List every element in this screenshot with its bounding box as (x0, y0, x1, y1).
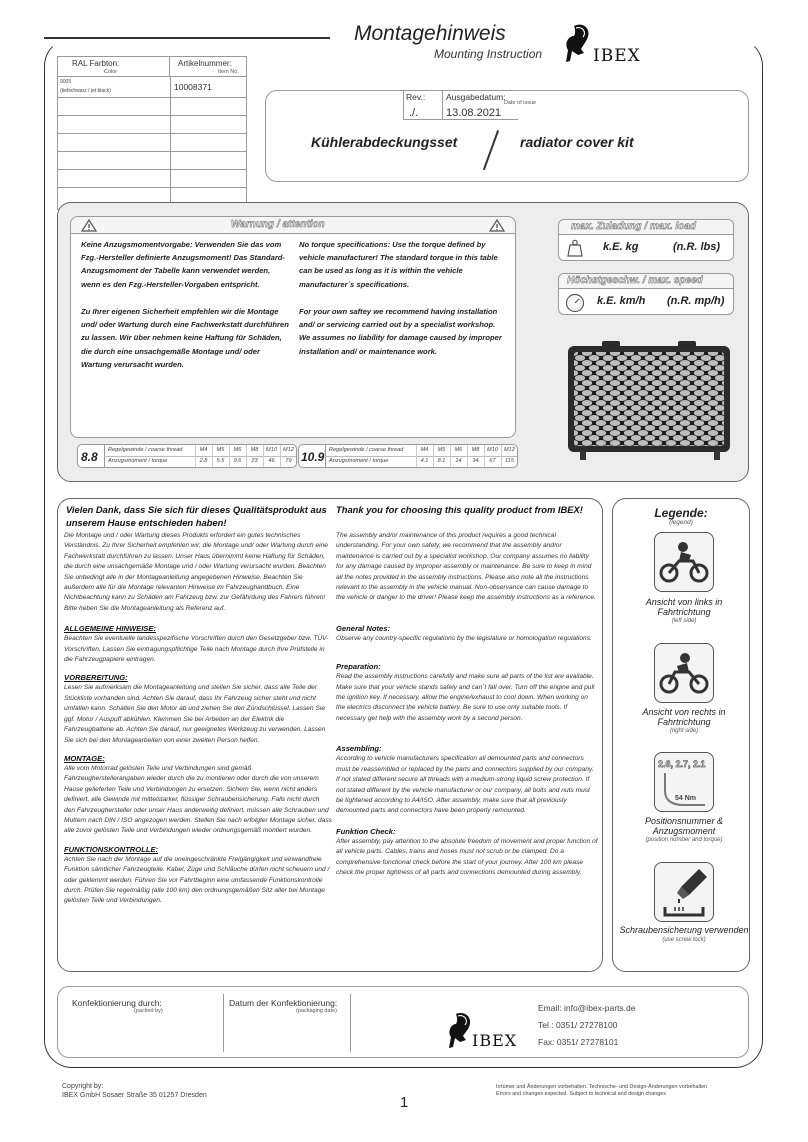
body-en: The assembly and/or maintenance of this product requires a good technical understanding. For your own safety, we recommend that the assembly and/or maintenance is carried out by a specialist workshop. Our company assumes no liability for any damage caused by improper assembly or maintenance. Be sure to keep in mind all the notes provided in the assembly instructions. Please also note all the instructions relevant to the assembly in the vehicle manual. Non-observance can cause damage to the vehicle or danger to the driver! Please keep the assembly instructions as a reference. (336, 532, 596, 602)
motorcycle-left-icon (655, 533, 713, 591)
header-title: Montagehinweis (354, 22, 506, 45)
ral-article-table (57, 56, 247, 210)
load-box (558, 219, 734, 261)
thread-size-88-5: M12 (283, 447, 294, 453)
warning-de-p1: Keine Anzugsmomentvorgabe: Verwenden Sie das vom Fzg.-Hersteller definierte Anzugsmoment! Das Standard-Anzugsmoment der Tabelle kann verwendet werden, wenn es den Fzg.-Hersteller-Vorgaben entspricht. (81, 240, 285, 289)
torque-col-divider (484, 445, 485, 467)
speedometer-icon (565, 293, 585, 313)
contact-fax: Fax: 0351/ 27278101 (538, 1037, 619, 1047)
footer-logo-text: IBEX (472, 1031, 518, 1050)
speed-box (558, 273, 734, 315)
torque-col-divider (212, 445, 213, 467)
grade-109: 10.9 (301, 450, 325, 464)
sec-de-0-text: Beachten Sie eventuelle landesspezifische Vorschriften durch den Gesetzgeber bzw. TÜV-Vorschriften. Lassen Sie eintragungspflichtige Teile nach Montage durch Ihre Prüfstelle in die Fahrzeugpapiere eintragen. (64, 635, 329, 664)
sec-de-2-title: MONTAGE: (64, 753, 105, 763)
thread-size-109-5: M12 (504, 447, 515, 453)
warning-triangle-icon (81, 219, 97, 232)
torque-value-88-2: 9.6 (233, 458, 242, 464)
torque-col-divider (280, 445, 281, 467)
footer-logo (444, 1012, 520, 1054)
torque-col-divider (246, 445, 247, 467)
sec-de-1-title: VORBEREITUNG: (64, 673, 128, 683)
legend-box-left (654, 532, 714, 592)
torque-value-88-3: 23 (251, 458, 258, 464)
copyright-company: IBEX GmbH Sosaer Straße 35 01257 Dresden (62, 1092, 207, 1099)
date-sub: Date of issue (504, 100, 537, 106)
col-en (336, 531, 598, 878)
article-sub: Item No. (218, 69, 239, 75)
speed-value-de: k.E. km/h (597, 295, 646, 307)
product-name-en: radiator cover kit (520, 134, 634, 150)
copyright-label: Copyright by: (62, 1083, 104, 1090)
product-image (566, 338, 732, 462)
sec-de-0-title: ALLGEMEINE HINWEISE: (64, 624, 156, 634)
legend-item-2-sub: (position number and torque) (645, 837, 723, 843)
footer-divider (350, 994, 351, 1052)
warning-titlebar (71, 217, 515, 234)
ral-sub: Color (104, 69, 118, 75)
product-box (265, 90, 749, 182)
torque-value-88-5: 79 (285, 458, 292, 464)
body-de: Die Montage und / oder Wartung dieses Produkts erfordert ein gutes technisches Verständnis. Zu Ihrer Sicherheit empfehlen wir, die Montage und/ oder Wartung durch eine Fachwerkstatt durchführen zu lassen. Unser Haus übernimmt keine Haftung für Schäden, die durch eine unsachgemäße Montage und / oder Wartung verursacht wurden. Beachten Sie unbedingt alle in der Montageanleitung angegebenen Hinweise. Beachten Sie außerdem alle für die Montage relevanten Hinweise im Fahrzeughandbuch. Eine Nichtbeachtung kann zu Schäden am Fahrzeug bzw. zur Gefährdung des Fahrers führen! Bitte heben Sie die Montageanleitung als Referenz auf. (64, 532, 328, 612)
disclaimer-en: Errors and changes expected. Subject to technical and design changes (496, 1091, 666, 1097)
legend-title: Legende: (654, 506, 708, 520)
ral-header (58, 57, 170, 77)
motorcycle-right-icon (655, 644, 713, 702)
legend-item-3 (618, 926, 750, 945)
article-header (170, 57, 246, 77)
thread-size-88-1: M5 (216, 447, 225, 453)
legend-item-3-label: Schraubensicherung verwenden (619, 925, 749, 935)
legend-subtitle: (legend) (669, 519, 693, 526)
legend-item-0 (618, 598, 750, 627)
warning-title: Warnung / attention (231, 219, 325, 230)
row2-label-109: Anzugsmoment / torque (329, 458, 389, 464)
torque-value-88-1: 5.5 (216, 458, 225, 464)
torque-col-divider (195, 445, 196, 467)
torque-value-109-5: 115 (505, 458, 514, 464)
thread-size-88-0: M4 (199, 447, 208, 453)
sec-en-3-title: Funktion Check: (336, 826, 396, 836)
packing-date-field (224, 994, 350, 1052)
packed-by-sub: (packed by) (134, 1008, 163, 1014)
sec-de-3-text: Achten Sie nach der Montage auf die uneingeschränkte Freigängigkeit und einwandfreie Funktion sämtlicher Fahrzeugteile. Kabel, Züge und Schläuche dürfen nicht scheuern und / oder geklemmt werden. Führen Sie vor Fahrtbeginn eine umfassende Funktionskontrolle durch. Prüfen Sie regelmäßig (alle 100 km) den ordnungsgemäßen Sitz aller bei Montage gelösten Teile und Verbindungen. (64, 855, 330, 905)
thread-size-88-3: M8 (250, 447, 259, 453)
warning-de-p2: Zu Ihrer eigenen Sicherheit empfehlen wir die Montage und/ oder Wartung durch eine Fachwerkstatt durchführen zu lassen. Wir über nehmen keine Haftung für Schäden, die durch eine unsachgemäße Montage und/ oder Wartung verursacht wurden. (81, 307, 289, 369)
legend-item-1 (618, 708, 750, 737)
sec-en-3-text: After assembly, pay attention to the absolute freedom of movement and proper function of all vehicle parts. Cables, trains and hoses must not scrub or be clamped. Do a comprehensive functional check before the start of your journey. After 100 km please check the proper tightness of all parts and connections demounted during assembly. (336, 837, 598, 876)
ral-value-name: (tiefschwarz / jet black) (60, 88, 111, 94)
grade-88: 8.8 (81, 450, 98, 464)
thread-size-109-1: M5 (437, 447, 446, 453)
legend-item-0-label: Ansicht von links in Fahrtrichtung (645, 597, 723, 617)
torque-value-109-2: 14 (455, 458, 462, 464)
product-name-de: Kühlerabdeckungsset (311, 134, 458, 150)
rev-label: Rev.: (406, 92, 426, 102)
torque-value-88-4: 46 (268, 458, 275, 464)
legend-item-2-label: Positionsnummer & Anzugsmoment (644, 816, 724, 836)
logo-text: IBEX (593, 46, 641, 66)
load-value-en: (n.R. lbs) (673, 241, 721, 253)
torque-example: 54 Nm (675, 795, 697, 802)
warning-triangle-icon-right (489, 219, 505, 232)
sec-en-1-title: Preparation: (336, 662, 381, 672)
legend-item-2 (618, 817, 750, 846)
torque-col-divider (501, 445, 502, 467)
torque-value-109-1: 8.1 (437, 458, 446, 464)
thanks-de: Vielen Dank, dass Sie sich für dieses Qualitätsprodukt aus unserem Hause entschieden haben! (66, 504, 327, 528)
legend-item-3-sub: (use screw lock) (662, 936, 706, 943)
warning-en-p2: For your own saftey we recommend having installation and/ or servicing carried out by a specialist workshop. We assumes no liability for damage caused by improper installation and/ or maintenance work. (299, 307, 502, 356)
torque-value-109-4: 67 (489, 458, 496, 464)
torque-table-109 (298, 444, 518, 468)
disclaimer-de: Irrtümer und Änderungen vorbehalten. Technische- und Design-Änderungen vorbehalten (496, 1084, 708, 1090)
article-value: 10008371 (174, 82, 212, 92)
thread-size-109-3: M8 (471, 447, 480, 453)
torque-col-divider (433, 445, 434, 467)
legend-box-right (654, 643, 714, 703)
thread-size-88-4: M10 (266, 447, 277, 453)
sec-en-2-title: Assembling: (336, 744, 382, 754)
torque-arc-icon (661, 771, 709, 809)
article-label: Artikelnummer: (178, 59, 232, 68)
torque-value-109-3: 34 (472, 458, 479, 464)
load-title: max. Zuladung / max. load (571, 221, 697, 232)
rev-value: ./. (409, 107, 419, 119)
speed-title: Höchstgeschw. / max. speed (567, 275, 703, 286)
screw-lock-icon (655, 863, 713, 921)
ral-label: RAL Farbton: (72, 59, 120, 68)
warning-en-p1: No torque specifications: Use the torque defined by vehicle manufacturer! The standard torque in this table can be used as long as it is within the vehicle manufacturer´s specifications. (299, 240, 498, 289)
torque-col-divider (416, 445, 417, 467)
packed-by-field (64, 994, 224, 1052)
sec-de-2-text: Alle vom Motorrad gelösten Teile und Verbindungen sind gemäß Fahrzeugherstellerangaben wieder durch die zu montieren oder durch die von unserem Hause gelieferten Teile und Verbindungen zu ersetzen. Sichern Sie, wenn nicht anders definiert, alle Gewinde mit mittelstarker, flüssiger Schraubensicherung. Falls nicht durch den Fahrzeughersteller oder unser Haus anderweitig definiert, müssen alle Schrauben und Muttern nach DIN / ISO angezogen werden. Stellen Sie nach erfolgter Montage sicher, dass alle zuvor gelösten Teile und Verbindungen wieder ordnungsgemäß montiert wurden. (64, 764, 332, 835)
thanks-en: Thank you for choosing this quality product from IBEX! (336, 504, 583, 515)
legend-item-1-label: Ansicht von rechts in Fahrtrichtung (642, 707, 726, 727)
header-subtitle: Mounting Instruction (434, 47, 543, 61)
legend-item-1-sub: (right side) (669, 728, 699, 734)
sec-de-3-title: FUNKTIONSKONTROLLE: (64, 844, 159, 854)
ral-value-code: 9005 (60, 79, 72, 85)
date-value: 13.08.2021 (446, 107, 502, 119)
packing-date-sub: (packaging date) (296, 1008, 337, 1014)
sec-en-2-text: According to vehicle manufacturers specification all demounted parts and connectors must be reassembled or replaced by the parts and connectors supplied by our company. If not stated different secure all threads with a medium-strong liquid screw protection. If not stated different by the vehicle manufacturer or our company, all bolts and nuts must be tightened according to A4/ISO. After assembly, make sure that all previously demounted parts and connectors have been properly remounted. (336, 755, 594, 815)
date-label: Ausgabedatum: (446, 92, 506, 102)
warning-panel (70, 216, 516, 438)
row1-label-109: Regelgewinde / coarse thread (329, 447, 404, 453)
sec-en-0-title: General Notes: (336, 623, 391, 633)
row1-label-88: Regelgewinde / coarse thread (108, 447, 183, 453)
page-number: 1 (400, 1094, 409, 1111)
position-example: 2.6, 2.7, 2.1 (658, 759, 706, 769)
thread-size-109-2: M6 (454, 447, 463, 453)
col-de (64, 531, 332, 907)
radiator-cover-image (566, 338, 732, 462)
legend-item-0-sub: (left side) (671, 618, 697, 624)
product-separator (483, 130, 499, 170)
packed-by-label: Konfektionierung durch: (72, 998, 162, 1008)
torque-value-109-0: 4.1 (420, 458, 429, 464)
row2-label-88: Anzugsmoment / torque (108, 458, 168, 464)
torque-value-88-0: 2.8 (199, 458, 208, 464)
torque-table-88 (77, 444, 297, 468)
legend-box-screwlock (654, 862, 714, 922)
weight-icon (567, 239, 583, 257)
torque-col-divider (263, 445, 264, 467)
sec-en-0-text: Observe any country-specific regulations by the legislature or homologation regulations. (336, 634, 592, 642)
thread-size-88-2: M6 (233, 447, 242, 453)
sec-en-1-text: Read the assembly instructions carefully and make sure all parts of the list are available. Make sure that your vehicle stands safely and can´t fall over. Turn off the engine and pull the ignition key. If necessary, allow the engine/exhaust to cool down. When working on the electrics disconnect the vehicle battery. Be sure to use only suitable tools. If necessary get help with the assembly work by a second person. (336, 673, 595, 722)
contact-tel: Tel.: 0351/ 27278100 (538, 1020, 618, 1030)
sec-de-1-text: Lesen Sie aufmerksam die Montageanleitung und stellen Sie sicher, dass alle Teile der Stückliste vorhanden sind. Achten Sie darauf, dass Ihr Fahrzeug sicher steht und nicht umfallen kann. Schalten Sie den Motor ab und ziehen Sie den Zündschlüssel. Lassen Sie ggf. Motor / Auspuff abkühlen. Klemmen Sie bei Arbeiten an der Elektrik die Fahrzeugbatterie ab. Achten Sie darauf, nur geeignetes Werkzeug zu verwenden. Lassen Sie sich bei den Montagearbeiten von einer zweiten Person helfen. (64, 684, 326, 744)
legend-box-position (654, 752, 714, 812)
thread-size-109-4: M10 (487, 447, 498, 453)
speed-value-en: (n.R. mp/h) (667, 295, 725, 307)
contact-email: Email: info@ibex-parts.de (538, 1003, 636, 1013)
thread-size-109-0: M4 (420, 447, 429, 453)
torque-col-divider (229, 445, 230, 467)
torque-col-divider (467, 445, 468, 467)
packing-date-label: Datum der Konfektionierung: (229, 998, 338, 1008)
load-value-de: k.E. kg (603, 241, 639, 253)
torque-col-divider (450, 445, 451, 467)
